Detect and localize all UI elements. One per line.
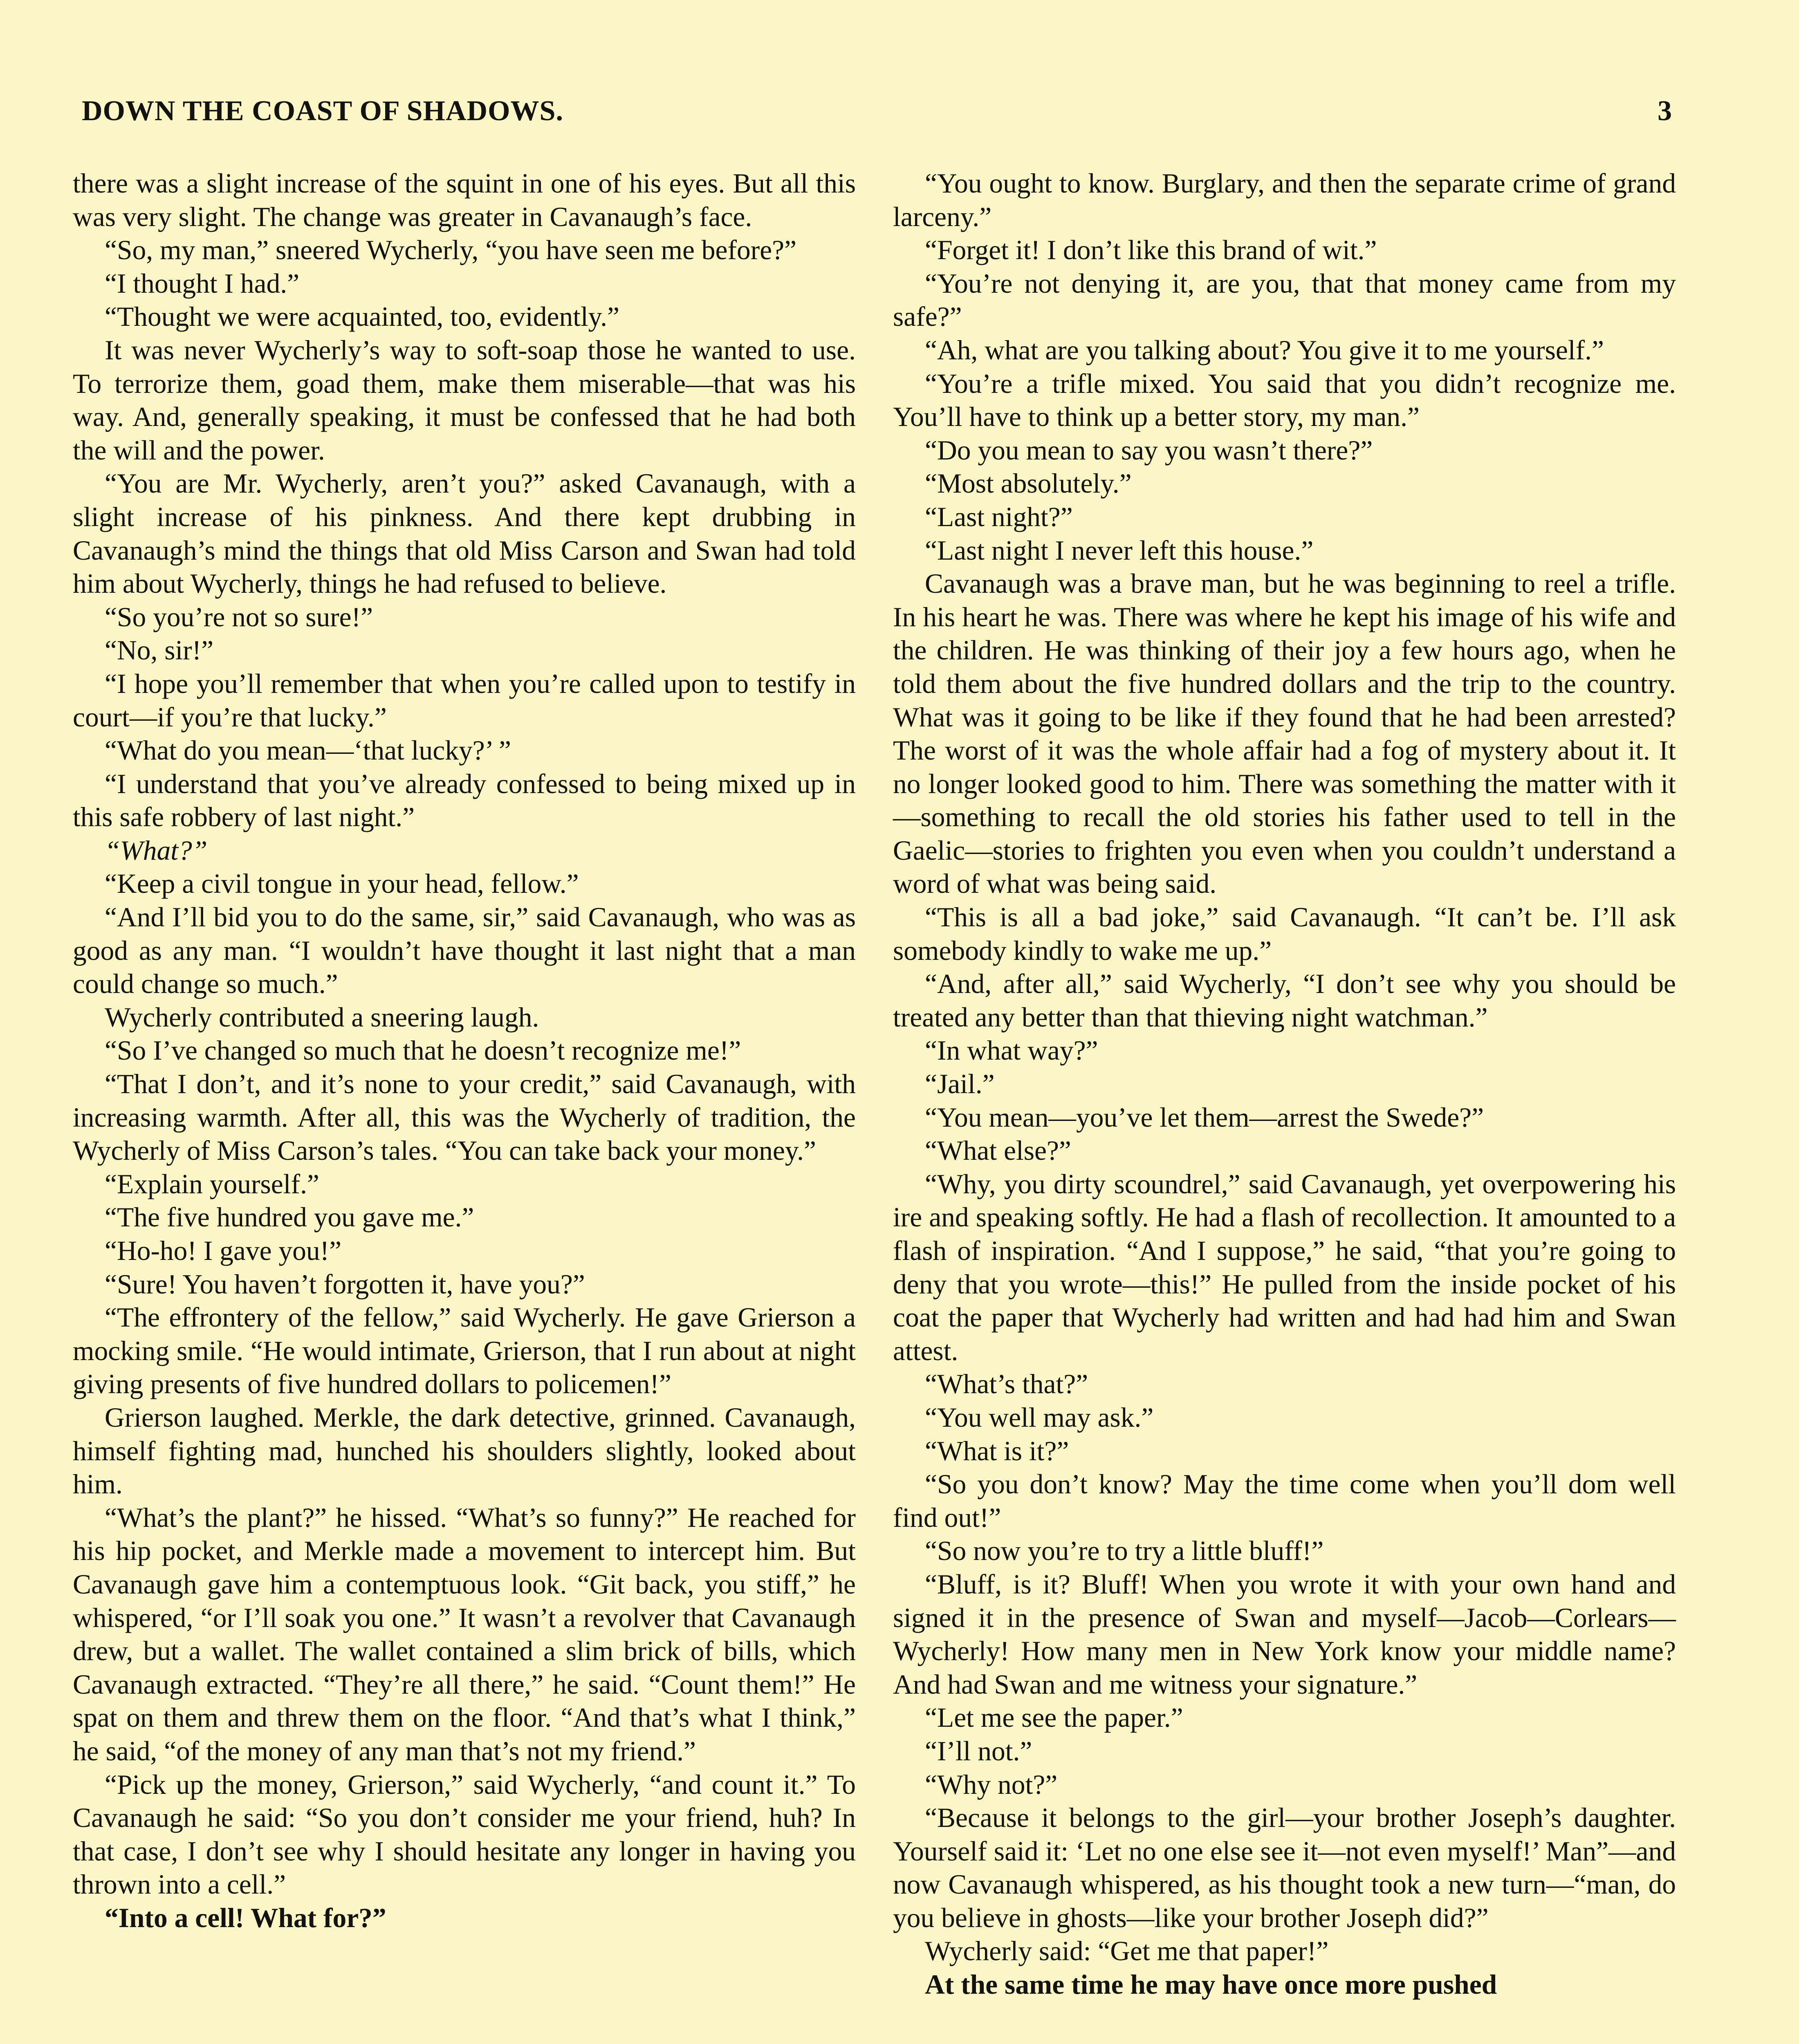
paragraph: “What else?”: [925, 1135, 1071, 1166]
paragraph: “Bluff, is it? Bluff! When you wrote it with your own hand and signed it in the presence of Swan and myself—Jacob—Corlears—Wycherly! How many men in New York know your middle name? And had Swan and me witness your signature.”: [893, 1569, 1676, 1700]
paragraph: “This is all a bad joke,” said Cavanaugh. “It can’t be. I’ll ask somebody kindly to wake me up.”: [893, 902, 1676, 966]
paragraph: “Thought we were acquainted, too, evidently.”: [105, 301, 619, 332]
paragraph: “I thought I had.”: [105, 268, 300, 299]
paragraph: “I hope you’ll remember that when you’re called upon to testify in court—if you’re that lucky.”: [73, 668, 856, 733]
paragraph: It was never Wycherly’s way to soft-soap those he wanted to use. To terrorize them, goad them, make them miserable—that was his way. And, generally speaking, it must be confessed that he had both the will and the power.: [73, 334, 856, 466]
paragraph: “The effrontery of the fellow,” said Wycherly. He gave Grierson a mocking smile. “He would intimate, Grierson, that I run about at night giving presents of five hundred dollars to policemen!”: [73, 1302, 856, 1400]
paragraph: “You well may ask.”: [925, 1402, 1154, 1433]
paragraph: At the same time he may have once more pushed: [925, 1969, 1497, 2000]
paragraph: “What’s that?”: [925, 1369, 1088, 1400]
paragraph: “And, after all,” said Wycherly, “I don’t see why you should be treated any better than that thieving night watchman.”: [893, 968, 1676, 1033]
paragraph: “Last night?”: [925, 501, 1073, 532]
paragraph: “Explain yourself.”: [105, 1168, 319, 1199]
paragraph: “Into a cell! What for?”: [105, 1902, 386, 1933]
story-title: DOWN THE COAST OF SHADOWS.: [82, 95, 563, 127]
paragraph: “Jail.”: [925, 1069, 995, 1100]
paragraph: “Pick up the money, Grierson,” said Wycherly, “and count it.” To Cavanaugh he said: “So you don’t consider me your friend, huh? In that case, I don’t see why I should hesitate any longer in having you thrown into a cell.”: [73, 1769, 856, 1900]
paragraph: “Most absolutely.”: [925, 468, 1132, 499]
paragraph: Wycherly contributed a sneering laugh.: [105, 1002, 539, 1033]
paragraph: “You ought to know. Burglary, and then the separate crime of grand larceny.”: [893, 168, 1676, 232]
paragraph: “So I’ve changed so much that he doesn’t recognize me!”: [105, 1035, 741, 1066]
paragraph: “Last night I never left this house.”: [925, 535, 1314, 566]
paragraph: “So you’re not so sure!”: [105, 601, 373, 632]
paragraph: “Do you mean to say you wasn’t there?”: [925, 435, 1373, 466]
paragraph: “Why not?”: [925, 1769, 1058, 1800]
paragraph: “Forget it! I don’t like this brand of wit.”: [925, 235, 1377, 266]
paragraph: “So you don’t know? May the time come when you’ll dom well find out!”: [893, 1469, 1676, 1533]
paragraph: “So now you’re to try a little bluff!”: [925, 1535, 1324, 1567]
paragraph: Wycherly said: “Get me that paper!”: [925, 1936, 1329, 1967]
paragraph: Grierson laughed. Merkle, the dark detective, grinned. Cavanaugh, himself fighting mad, hunched his shoulders slightly, looked about him.: [73, 1402, 856, 1500]
paragraph: “Let me see the paper.”: [925, 1702, 1183, 1733]
paragraph: Cavanaugh was a brave man, but he was beginning to reel a trifle. In his heart he was. There was where he kept his image of his wife and the children. He was thinking of their joy a few hours ago, when he told them about the five hundred dollars and the trip to the country. What was it going to be like if they found that he had been arrested? The worst of it was the whole affair had a fog of mystery about it. It no longer looked good to him. There was something the matter with it—something to recall the old stories his father used to tell in the Gaelic—stories to frighten you even when you couldn’t understand a word of what was being said.: [893, 568, 1676, 899]
paragraph: “What do you mean—‘that lucky?’ ”: [105, 735, 511, 766]
paragraph: “In what way?”: [925, 1035, 1098, 1066]
paragraph: there was a slight increase of the squint in one of his eyes. But all this was very slight. The change was greater in Cavanaugh’s face.: [73, 168, 856, 232]
running-head: [82, 95, 1672, 128]
paragraph: “Because it belongs to the girl—your brother Joseph’s daughter. Yourself said it: ‘Let no one else see it—not even myself!’ Man”—and now Cavanaugh whispered, as his thought took a new turn—“man, do you believe in ghosts—like your brother Joseph did?”: [893, 1802, 1676, 1933]
paragraph: “No, sir!”: [105, 635, 214, 666]
paragraph: “What?”: [105, 835, 208, 866]
paragraph: “That I don’t, and it’s none to your credit,” said Cavanaugh, with increasing warmth. After all, this was the Wycherly of tradition, the Wycherly of Miss Carson’s tales. “You can take back your money.”: [73, 1069, 856, 1166]
paragraph: “You’re not denying it, are you, that that money came from my safe?”: [893, 268, 1676, 332]
paragraph: “So, my man,” sneered Wycherly, “you have seen me before?”: [105, 235, 797, 266]
paragraph: “What is it?”: [925, 1435, 1069, 1466]
paragraph: “Ah, what are you talking about? You give it to me yourself.”: [925, 334, 1604, 365]
text-column-left: [73, 167, 856, 1934]
paragraph: “I’ll not.”: [925, 1735, 1032, 1766]
paragraph: “You mean—you’ve let them—arrest the Swede?”: [925, 1102, 1484, 1133]
paragraph: “And I’ll bid you to do the same, sir,” said Cavanaugh, who was as good as any man. “I wouldn’t have thought it last night that a man could change so much.”: [73, 902, 856, 1000]
paragraph: “What’s the plant?” he hissed. “What’s so funny?” He reached for his hip pocket, and Merkle made a movement to intercept him. But Cavanaugh gave him a contemptuous look. “Git back, you stiff,” he whispered, “or I’ll soak you one.” It wasn’t a revolver that Cavanaugh drew, but a wallet. The wallet contained a slim brick of bills, which Cavanaugh extracted. “They’re all there,” he said. “Count them!” He spat on them and threw them on the floor. “And that’s what I think,” he said, “of the money of any man that’s not my friend.”: [73, 1502, 856, 1766]
paragraph: “You’re a trifle mixed. You said that you didn’t recognize me. You’ll have to think up a better story, my man.”: [893, 368, 1676, 433]
paragraph: “Why, you dirty scoundrel,” said Cavanaugh, yet overpowering his ire and speaking softly. He had a flash of recollection. It amounted to a flash of inspiration. “And I suppose,” he said, “that you’re going to deny that you wrote—this!” He pulled from the inside pocket of his coat the paper that Wycherly had written and had had him and Swan attest.: [893, 1168, 1676, 1366]
page-number: 3: [1658, 95, 1672, 127]
paragraph: “I understand that you’ve already confessed to being mixed up in this safe robbery of last night.”: [73, 768, 856, 833]
paragraph: “You are Mr. Wycherly, aren’t you?” asked Cavanaugh, with a slight increase of his pinkness. And there kept drubbing in Cavanaugh’s mind the things that old Miss Carson and Swan had told him about Wycherly, things he had refused to believe.: [73, 468, 856, 599]
paragraph: “Keep a civil tongue in your head, fellow.”: [105, 868, 579, 899]
paragraph: “Ho-ho! I gave you!”: [105, 1235, 342, 1266]
text-column-right: [893, 167, 1676, 2001]
paragraph: “Sure! You haven’t forgotten it, have you?”: [105, 1269, 585, 1300]
paragraph: “The five hundred you gave me.”: [105, 1202, 474, 1233]
